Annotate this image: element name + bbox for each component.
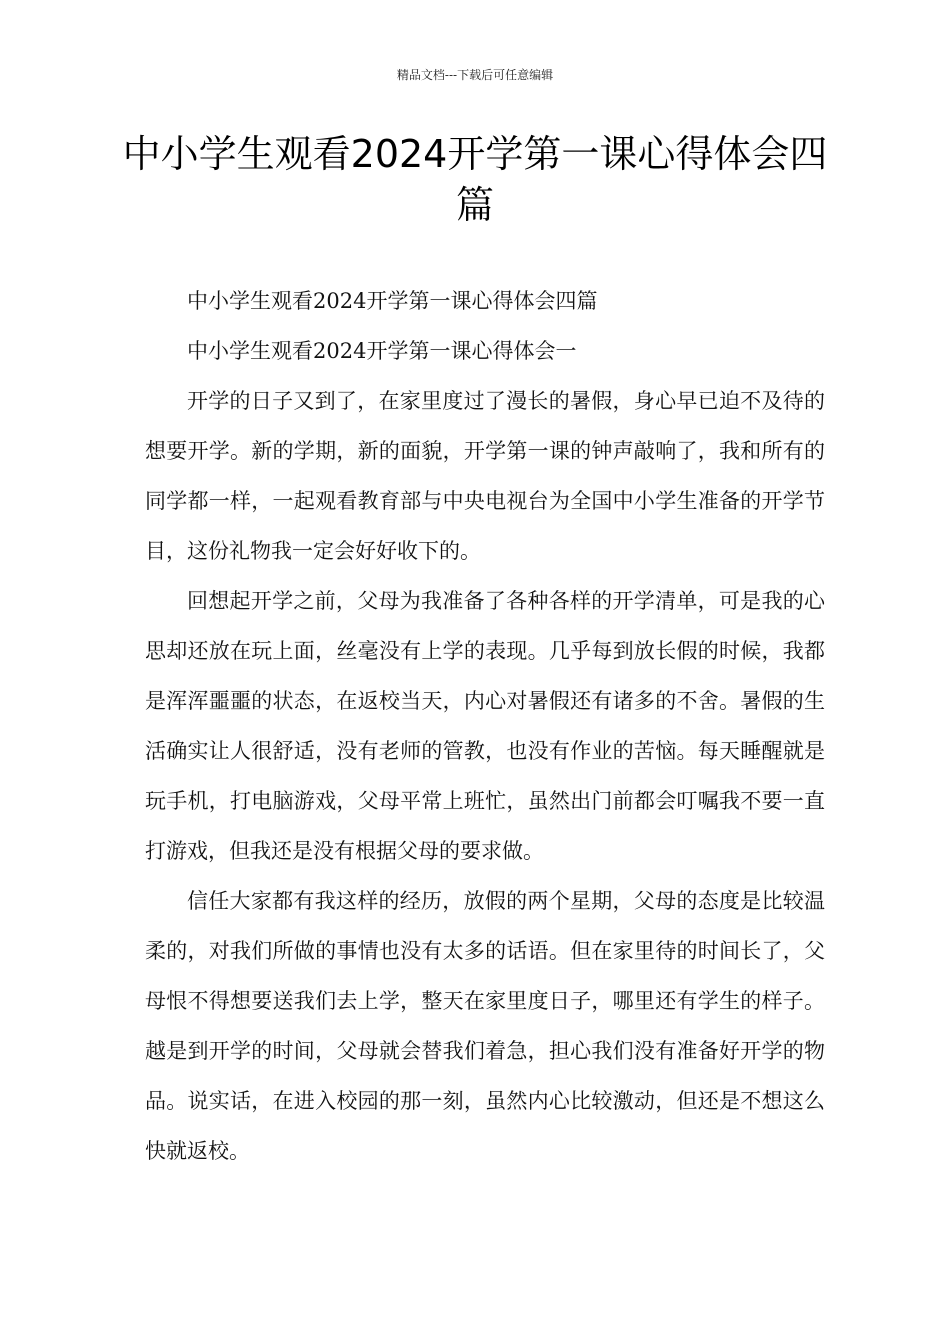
paragraph-subtitle: 中小学生观看2024开学第一课心得体会四篇 [187,289,598,313]
paragraph-body: 信任大家都有我这样的经历，放假的两个星期，父母的态度是比较温柔的，对我们所做的事情也没有太多的话语。但在家里待的时间长了，父母恨不得想要送我们去上学，整天在家里度日子，哪里还有学生的样子。越是到开学的时间，父母就会替我们着急，担心我们没有准备好开学的物品。说实话，在进入校园的那一刻，虽然内心比较激动，但还是不想这么快就返校。 [145,889,825,1163]
header-note: 精品文档---下载后可任意编辑 [396,68,554,82]
paragraph-section-heading: 中小学生观看2024开学第一课心得体会一 [187,339,577,363]
document-body [145,276,825,1176]
document-title: 中小学生观看2024开学第一课心得体会四篇 [122,132,828,227]
paragraph-body: 开学的日子又到了，在家里度过了漫长的暑假，身心早已迫不及待的想要开学。新的学期，新的面貌，开学第一课的钟声敲响了，我和所有的同学都一样，一起观看教育部与中央电视台为全国中小学生准备的开学节目，这份礼物我一定会好好收下的。 [145,389,825,563]
paragraph-body: 回想起开学之前，父母为我准备了各种各样的开学清单，可是我的心思却还放在玩上面，丝毫没有上学的表现。几乎每到放长假的时候，我都是浑浑噩噩的状态，在返校当天，内心对暑假还有诸多的不舍。暑假的生活确实让人很舒适，没有老师的管教，也没有作业的苦恼。每天睡醒就是玩手机，打电脑游戏，父母平常上班忙，虽然出门前都会叮嘱我不要一直打游戏，但我还是没有根据父母的要求做。 [145,589,825,863]
